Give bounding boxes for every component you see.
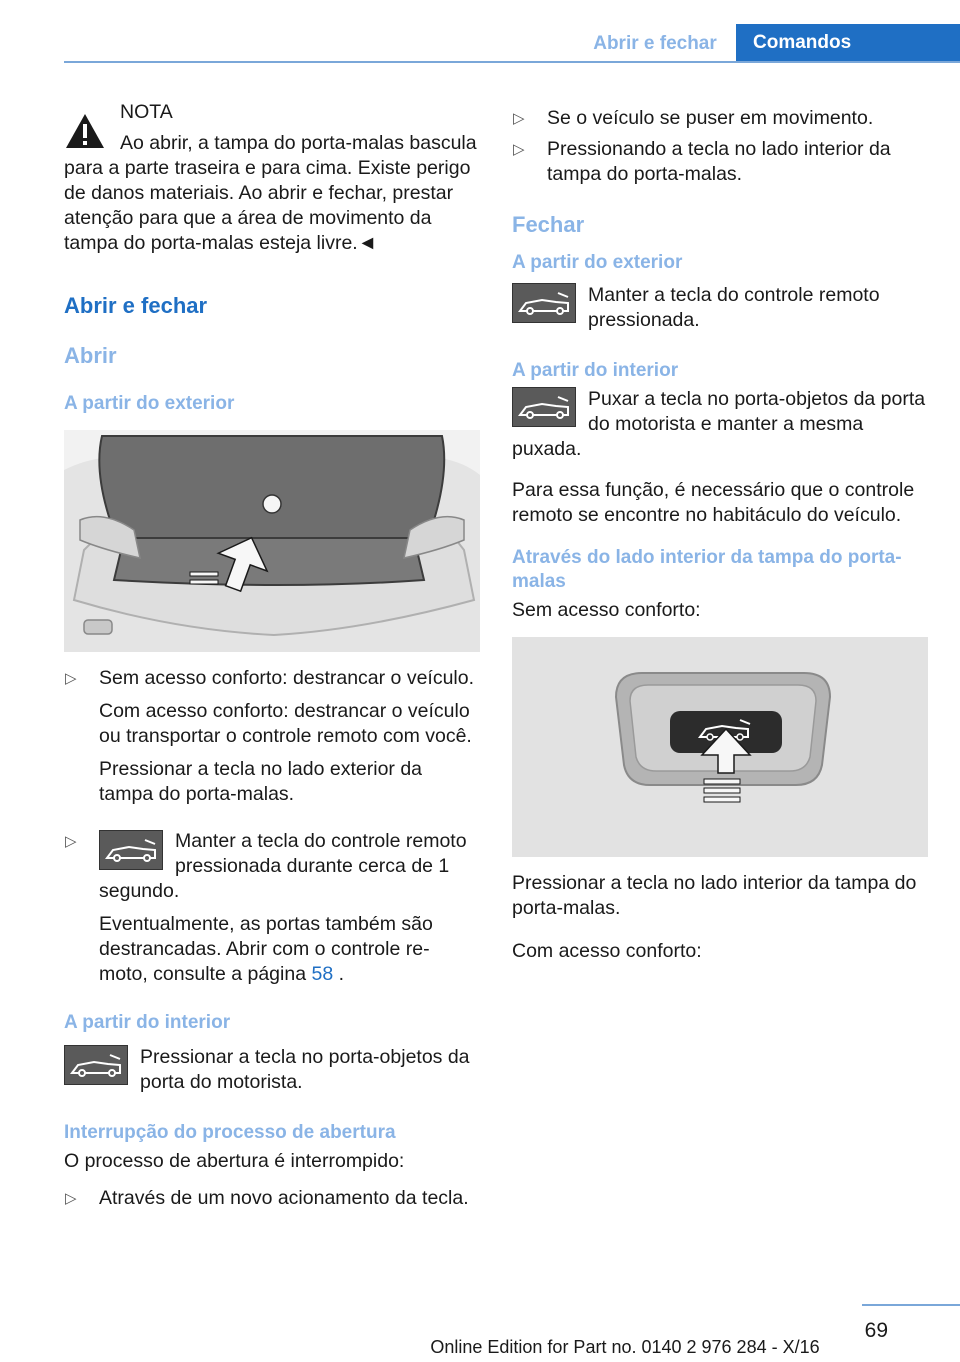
warning-text: Ao abrir, a tampa do porta-malas bascula para a parte traseira e para cima. Existe perigo de danos materiais. Ao abrir e fechar, prestar atenção para que a área de movimento da tampa do porta-malas esteja livre.◄ [64,132,477,254]
heading-from-inside: A partir do interior [64,1012,231,1033]
close-outside-instruction [512,283,928,333]
list-item-text: Através de um novo acionamento da tecla. [99,1187,469,1209]
left-column [64,100,480,1211]
heading-interrupt: Interrupção do processo de abertura [64,1122,396,1143]
inside-instruction [64,1045,480,1095]
header-chapter-tab: Comandos [736,24,960,62]
list-item-text: Manter a tecla do controle remoto pressionada durante cerca de 1 segundo. [99,830,467,902]
heading-through-inner: Através do lado interior da tampa do porta-malas [512,547,902,592]
header-section-title: Abrir e fechar [593,33,717,54]
car-trunk-key-icon [64,1045,128,1085]
header-rule [64,61,960,63]
page-reference-link[interactable]: 58 [311,963,334,985]
bullet-triangle-icon: ▷ [65,670,77,687]
paragraph-text: . [333,963,345,985]
press-instruction-text: Pressionar a tecla no lado interior da tampa do porta-malas. [512,872,917,919]
bullet-triangle-icon: ▷ [513,110,525,127]
list-item-text: Se o veículo se puser em movimento. [547,107,874,129]
paragraph-text: Eventualmente, as portas também são destrancadas. Abrir com o controle re‐ moto, consulte a página [99,913,433,985]
instruction-text: Pressionar a tecla no porta-objetos da porta do motorista. [140,1046,470,1093]
note-text: Para essa função, é necessário que o controle remoto se encontre no habitáculo do veículo. [512,479,915,526]
footer-rule [862,1304,960,1306]
list-item-unlock [64,666,480,807]
heading-close: Fechar [512,212,585,237]
bullet-triangle-icon: ▷ [513,141,525,158]
heading-open: Abrir [64,343,117,368]
no-comfort-label: Sem acesso conforto: [512,599,701,621]
heading-from-outside: A partir do exterior [512,252,683,273]
heading-from-outside: A partir do exterior [64,393,235,414]
close-inside-instruction [512,387,928,462]
list-item-paragraph [99,912,480,987]
list-item-text: Sem acesso conforto: destrancar o veículo. [99,667,475,689]
right-column [512,100,928,964]
car-trunk-key-icon [512,387,576,427]
warning-title: NOTA [120,101,173,123]
warning-triangle-icon [64,112,106,150]
list-item-moving [512,106,928,131]
trunk-inner-button-illustration [512,637,928,857]
heading-from-inside: A partir do interior [512,360,679,381]
bullet-triangle-icon: ▷ [65,833,77,850]
interrupt-text: O processo de abertura é interrompido: [64,1150,405,1172]
car-trunk-key-icon [99,830,163,870]
footer-edition: Online Edition for Part no. 0140 2 976 284 - X/16 [430,1337,820,1357]
figure-trunk-inner-button [512,637,928,857]
page-number: 69 [864,1319,888,1342]
list-item-text: Pressionando a tecla no lado interior da tampa do porta-malas. [547,138,891,185]
instruction-text: Manter a tecla do controle remoto pressionada. [588,284,880,331]
trunk-exterior-illustration [64,430,480,652]
with-comfort-label: Com acesso conforto: [512,940,702,962]
list-item-paragraph: Pressionar a tecla no lado exterior da tampa do porta-malas. [99,758,423,805]
list-item-remote [64,829,480,987]
figure-trunk-exterior [64,430,480,652]
bullet-triangle-icon: ▷ [65,1190,77,1207]
car-trunk-key-icon [512,283,576,323]
list-item-inner-button [512,137,928,187]
instruction-text: Puxar a tecla no porta-objetos da porta do motorista e manter a mesma puxada. [512,388,926,460]
heading-open-close: Abrir e fechar [64,293,208,318]
list-item-paragraph: Com acesso conforto: destrancar o veículo ou transportar o controle remoto com você. [99,700,472,747]
list-item-interrupt [64,1186,480,1211]
warning-note [64,100,480,256]
